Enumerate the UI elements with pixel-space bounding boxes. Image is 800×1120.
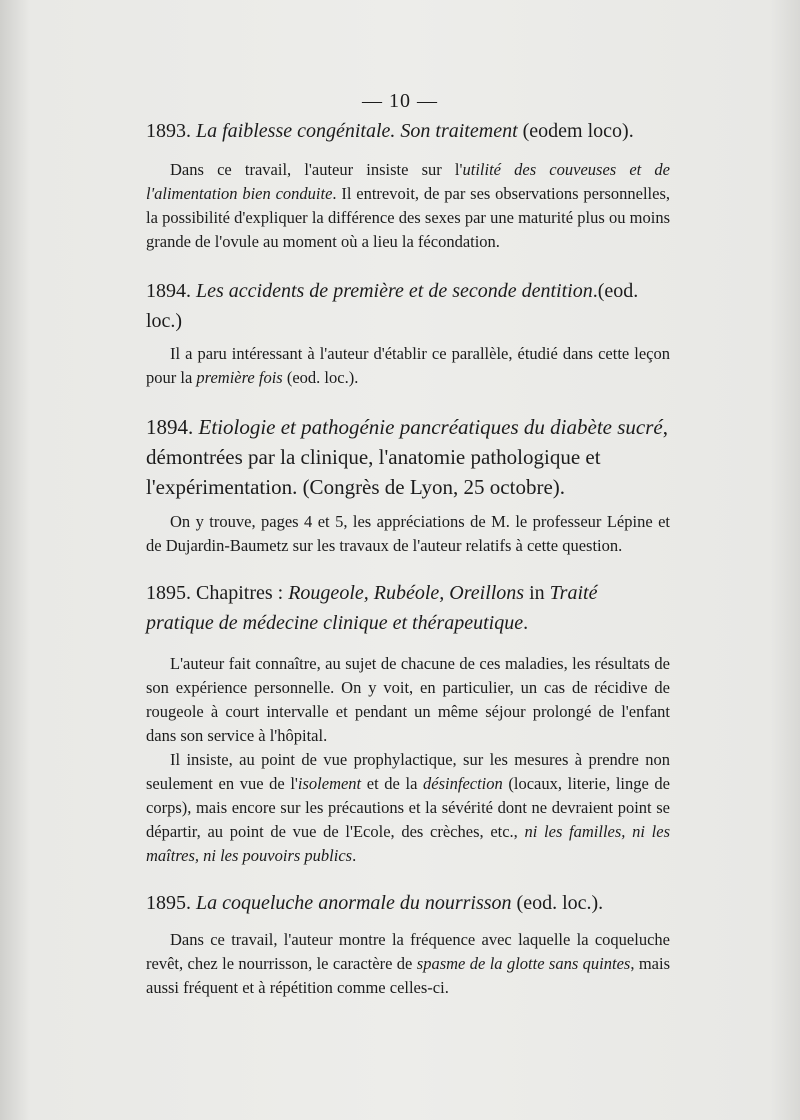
bibliography-entry — [146, 578, 670, 868]
entry-paragraph: On y trouve, pages 4 et 5, les appréciations de M. le professeur Lépine et de Dujardin-Baumetz sur les travaux de l'auteur relatifs à cette question. — [146, 512, 670, 555]
entry-year: 1895. — [146, 892, 191, 914]
entry-title: Rougeole, Rubéole, Oreillons — [288, 582, 525, 604]
entry-heading: 1895. Chapitres : Rougeole, Rubéole, Oreillons in Traité pratique de médecine clinique et thérapeutique. — [146, 582, 598, 634]
entry-title: Les accidents de première et de seconde dentition — [196, 280, 593, 302]
entry-year: 1893. — [146, 120, 191, 142]
entry-source: Traité pratique de médecine clinique et thérapeutique — [146, 582, 598, 634]
entry-year: 1894. — [146, 415, 194, 439]
entry-heading — [146, 276, 670, 336]
entry-paragraph: Dans ce travail, l'auteur insiste sur l'utilité des couveuses et de l'alimentation bien conduite. Il entrevoit, de par ses observations personnelles, la possibilité d'expliquer la différence des sexes par une maturité plus ou moins grande de l'ovule au moment où a lieu la fécondation. — [146, 160, 670, 251]
page-number: — 10 — — [362, 90, 438, 112]
entry-paragraph: L'auteur fait connaître, au sujet de chacune de ces maladies, les résultats de son expérience personnelle. On y voit, en particulier, un cas de récidive de rougeole à court intervalle et pendant un même séjour prolongé de l'enfant dans son service à l'hôpital. — [146, 654, 670, 745]
bibliography-entry — [146, 116, 670, 254]
entry-source: (eod. loc.). — [511, 892, 604, 914]
bibliography-entry — [146, 888, 670, 1000]
entry-title: La coqueluche anormale du nourrisson — [196, 892, 512, 914]
entry-heading — [146, 888, 670, 918]
bibliography-entry — [146, 412, 670, 558]
bibliography-entry — [146, 276, 670, 390]
entry-paragraph: Dans ce travail, l'auteur montre la fréquence avec laquelle la coqueluche revêt, chez le nourrisson, le caractère de spasme de la glotte sans quintes, mais aussi fréquent et à répétition comme celles-ci. — [146, 930, 671, 997]
page-content — [146, 116, 670, 1000]
entry-subtitle: , démontrées par la clinique, l'anatomie pathologique et l'expérimentation. (Congrès de Lyon, 25 octobre). — [146, 415, 668, 499]
entry-source: .(eod. loc.) — [146, 280, 639, 332]
entry-title: Etiologie et pathogénie pancréatiques du diabète sucré — [198, 415, 663, 439]
entry-year: 1894. — [146, 280, 191, 302]
entry-year: 1895. — [146, 582, 191, 604]
entry-heading — [146, 116, 670, 146]
entry-title: La faiblesse congénitale. Son traitement — [196, 120, 518, 142]
entry-paragraph: Il a paru intéressant à l'auteur d'établir ce parallèle, étudié dans cette leçon pour la première fois (eod. loc.). — [146, 344, 670, 387]
entry-heading — [146, 412, 670, 502]
entry-paragraph: Il insiste, au point de vue prophylactique, sur les mesures à prendre non seulement en vue de l'isolement et de la désinfection (locaux, literie, linge de corps), mais encore sur les précautions et la sévérité dont ne devraient point se départir, au point de vue de l'Ecole, des crèches, etc., ni les familles, ni les maîtres, ni les pouvoirs publics. — [146, 750, 671, 865]
entry-source: (eodem loco). — [517, 120, 634, 142]
